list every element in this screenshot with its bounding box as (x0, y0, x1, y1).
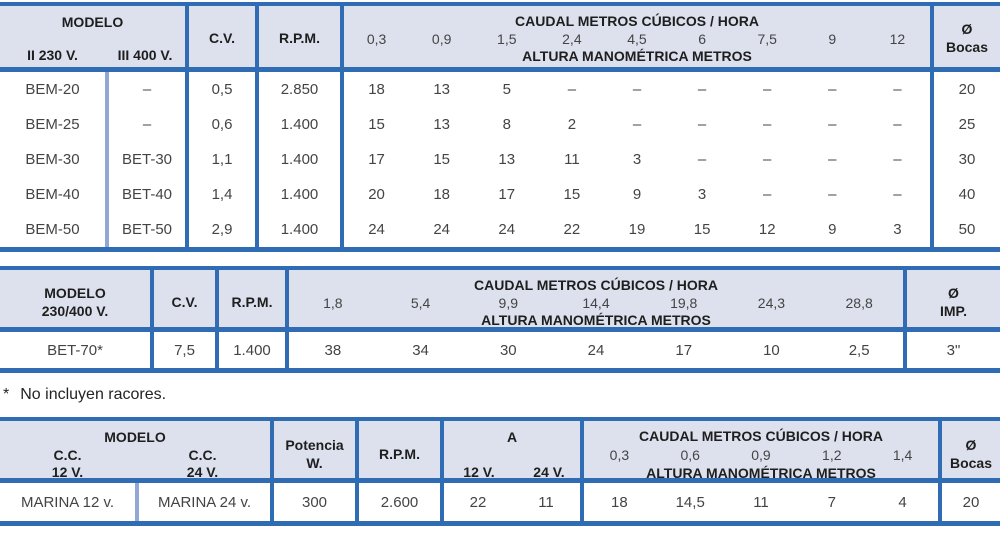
caudal-col-label: 0,9 (751, 446, 771, 463)
header-sub-cc12 (0, 447, 135, 482)
value-cell: 15 (693, 221, 711, 238)
caudal-title: CAUDAL METROS CÚBICOS / HORA (474, 277, 718, 293)
value-cell: – (697, 116, 707, 133)
value-cell: – (567, 81, 577, 98)
header-diam-imp (903, 270, 1000, 336)
table-row (0, 177, 1000, 212)
value-cell: – (828, 151, 837, 168)
caudal-col-label: 1,5 (497, 30, 517, 47)
caudal-col-label: 1,8 (323, 294, 343, 311)
cell-model-400: – (105, 107, 185, 142)
cell-model-400: – (105, 72, 185, 107)
caudal-title: CAUDAL METROS CÚBICOS / HORA (639, 428, 883, 444)
cell-amps (440, 483, 580, 521)
value-cell: – (763, 151, 772, 168)
header-sub-230v: II 230 V. (27, 47, 78, 63)
table-row (0, 332, 1000, 368)
header-modelo-title: MODELO (104, 429, 166, 445)
header-rpm: R.P.M. (255, 6, 340, 72)
value-cell: – (632, 81, 642, 98)
value-cell: – (893, 81, 902, 98)
cc-label: C.C. (188, 446, 217, 463)
caudal-col-label: 9 (828, 30, 837, 47)
cell-imp: 3" (903, 332, 1000, 368)
header-diam-bocas (938, 421, 1000, 489)
caudal-col-label: 5,4 (410, 294, 431, 311)
value-cell: 8 (502, 116, 511, 133)
footnote (0, 373, 1000, 417)
value-cell: 22 (563, 221, 581, 238)
footnote-text: No incluyen racores. (20, 386, 167, 403)
caudal-column-labels (289, 295, 903, 313)
cell-potencia: 300 (270, 483, 355, 521)
caudal-col-label: 7,5 (757, 30, 777, 47)
cell-model-230: BEM-30 (25, 151, 80, 168)
caudal-col-label: 0,6 (680, 446, 700, 463)
header-modelo-voltage: 230/400 V. (41, 302, 109, 319)
value-cell: 4 (898, 493, 907, 511)
cell-model-400: BET-40 (105, 177, 185, 212)
voltage-label: 24 V. (186, 464, 219, 480)
cell-caudal-values (580, 483, 938, 521)
value-cell: 9 (828, 221, 837, 238)
value-cell: 15 (563, 186, 581, 203)
caudal-col-label: 24,3 (757, 294, 786, 311)
table-row (0, 212, 1000, 247)
value-cell: 10 (763, 341, 780, 359)
header-cv: C.V. (185, 6, 255, 72)
header-potencia (270, 421, 355, 489)
caudal-col-label: 1,4 (892, 446, 913, 463)
cell-model-400: BET-30 (105, 142, 185, 177)
cell-model: BET-70* (47, 341, 103, 359)
header-sub-400v: III 400 V. (117, 47, 173, 63)
diam-label: Bocas (949, 454, 993, 471)
value-cell: – (828, 81, 837, 98)
cell-rpm: 1.400 (255, 107, 340, 142)
caudal-col-label: 0,3 (366, 30, 387, 47)
cell-cv: 0,6 (185, 107, 255, 142)
caudal-column-labels (344, 31, 930, 49)
value-cell: – (697, 81, 707, 98)
caudal-col-label: 6 (698, 30, 706, 47)
value-cell: 2 (567, 116, 577, 133)
cell-bocas: 20 (930, 72, 1000, 107)
table-bet70-header (0, 270, 1000, 332)
caudal-col-label: 0,9 (431, 30, 452, 47)
table-marina (0, 417, 1000, 526)
table-row (0, 72, 1000, 107)
cell-model-12v: MARINA 12 v. (20, 493, 115, 511)
caudal-col-label: 14,4 (582, 294, 610, 311)
caudal-col-label: 0,3 (609, 446, 630, 463)
header-amps-subrow (444, 464, 580, 482)
table-row (0, 142, 1000, 177)
altura-title: ALTURA MANOMÉTRICA METROS (522, 48, 752, 64)
cell-rpm: 2.850 (255, 72, 340, 107)
cell-rpm: 1.400 (255, 177, 340, 212)
cell-model-230: BEM-50 (25, 221, 80, 238)
header-modelo-group (0, 270, 150, 336)
header-modelo-title: MODELO (61, 14, 124, 30)
caudal-title: CAUDAL METROS CÚBICOS / HORA (515, 13, 759, 29)
table-row (0, 483, 1000, 521)
header-rpm: R.P.M. (355, 421, 440, 489)
diam-symbol: Ø (965, 437, 977, 454)
cell-rpm: 2.600 (355, 483, 440, 521)
value-cell: 24 (433, 221, 450, 238)
cell-caudal-values (340, 177, 930, 212)
value-cell: 18 (433, 186, 450, 203)
voltage-label: 12 V. (51, 464, 84, 480)
table-bem-bet-header (0, 6, 1000, 72)
value-cell: – (632, 116, 642, 133)
header-modelo-group (0, 421, 270, 489)
altura-title: ALTURA MANOMÉTRICA METROS (481, 312, 711, 328)
value-cell: 38 (324, 341, 342, 359)
value-cell: 5 (502, 81, 511, 98)
cc-label: C.C. (53, 446, 82, 463)
cell-model-230: BEM-40 (25, 186, 80, 203)
header-diam-bocas (930, 6, 1000, 72)
value-cell: – (828, 116, 837, 133)
cell-rpm: 1.400 (215, 332, 285, 368)
value-cell: – (893, 186, 902, 203)
value-cell: 34 (412, 341, 429, 359)
value-cell: 14,5 (675, 493, 705, 511)
value-cell: 17 (498, 186, 516, 203)
value-cell: 24 (587, 341, 605, 359)
cell-model-400: BET-50 (105, 212, 185, 247)
cell-cv: 1,4 (185, 177, 255, 212)
value-cell: 24 (368, 221, 385, 238)
altura-title: ALTURA MANOMÉTRICA METROS (646, 465, 876, 481)
value-cell: 22 (469, 493, 487, 511)
header-modelo-group (0, 6, 185, 72)
caudal-col-label: 12 (889, 30, 906, 47)
cell-bocas: 25 (930, 107, 1000, 142)
header-amps-group (440, 421, 580, 489)
caudal-col-label: 19,8 (670, 294, 698, 311)
table-bet70 (0, 266, 1000, 373)
value-cell: – (893, 116, 902, 133)
amps-sub-24v: 24 V. (533, 464, 565, 480)
cell-caudal-values (340, 142, 930, 177)
cell-caudal-values (340, 72, 930, 107)
value-cell: 15 (368, 116, 385, 133)
cell-cv: 1,1 (185, 142, 255, 177)
caudal-col-label: 9,9 (498, 294, 519, 311)
header-caudal-group (580, 421, 938, 489)
potencia-label: Potencia (285, 437, 344, 454)
header-rpm: R.P.M. (215, 270, 285, 336)
caudal-column-labels (584, 447, 938, 465)
caudal-col-label: 1,2 (822, 446, 842, 463)
value-cell: 7 (827, 493, 836, 511)
value-cell: – (763, 186, 772, 203)
value-cell: 15 (433, 151, 450, 168)
potencia-unit: W. (306, 454, 323, 471)
value-cell: 3 (697, 186, 707, 203)
value-cell: – (763, 116, 772, 133)
header-sub-cc24 (135, 447, 270, 482)
amps-sub-12v: 12 V. (463, 464, 495, 480)
value-cell: 11 (564, 151, 580, 168)
cell-bocas: 20 (938, 483, 1000, 521)
value-cell: 18 (368, 81, 385, 98)
value-cell: 11 (753, 493, 769, 511)
value-cell: 12 (758, 221, 776, 238)
header-modelo-subrow (0, 447, 270, 482)
amps-title: A (506, 429, 518, 445)
header-cv: C.V. (150, 270, 215, 336)
header-modelo-title: MODELO (44, 285, 106, 302)
cell-cv: 0,5 (185, 72, 255, 107)
footnote-marker: * (3, 386, 10, 403)
cell-caudal-values (340, 107, 930, 142)
cell-bocas: 50 (930, 212, 1000, 247)
cell-bocas: 40 (930, 177, 1000, 212)
cell-model-230: BEM-25 (25, 116, 80, 133)
value-cell: 19 (628, 221, 646, 238)
value-cell: 20 (368, 186, 385, 203)
diam-symbol: Ø (961, 21, 973, 38)
value-cell: 30 (499, 341, 517, 359)
caudal-col-label: 28,8 (845, 294, 873, 311)
value-cell: – (893, 151, 902, 168)
diam-label: IMP. (940, 302, 967, 319)
value-cell: 24 (498, 221, 516, 238)
diam-label: Bocas (945, 38, 989, 55)
cell-cv: 2,9 (185, 212, 255, 247)
value-cell: 3 (632, 151, 642, 168)
cell-bocas: 30 (930, 142, 1000, 177)
table-marina-header (0, 421, 1000, 483)
value-cell: 17 (368, 151, 385, 168)
value-cell: 9 (632, 186, 642, 203)
cell-cv: 7,5 (150, 332, 215, 368)
cell-caudal-values (340, 212, 930, 247)
table-row (0, 107, 1000, 142)
diam-symbol: Ø (948, 285, 959, 302)
caudal-col-label: 4,5 (627, 30, 647, 47)
value-cell: – (763, 81, 772, 98)
cell-rpm: 1.400 (255, 142, 340, 177)
table-bem-bet (0, 2, 1000, 252)
value-cell: 11 (538, 493, 554, 511)
cell-rpm: 1.400 (255, 212, 340, 247)
value-cell: 13 (433, 116, 450, 133)
cell-model-24v: MARINA 24 v. (135, 483, 270, 521)
caudal-col-label: 2,4 (562, 30, 582, 47)
value-cell: 18 (611, 493, 628, 511)
value-cell: – (828, 186, 837, 203)
value-cell: 13 (433, 81, 450, 98)
header-caudal-group (340, 6, 930, 72)
header-caudal-group (285, 270, 903, 336)
value-cell: 17 (675, 341, 693, 359)
value-cell: 13 (498, 151, 516, 168)
value-cell: – (697, 151, 707, 168)
value-cell: 3 (893, 221, 902, 238)
cell-caudal-values (285, 332, 903, 368)
cell-model-230: BEM-20 (25, 81, 80, 98)
header-modelo-subrow (0, 47, 185, 65)
value-cell: 2,5 (848, 341, 870, 359)
